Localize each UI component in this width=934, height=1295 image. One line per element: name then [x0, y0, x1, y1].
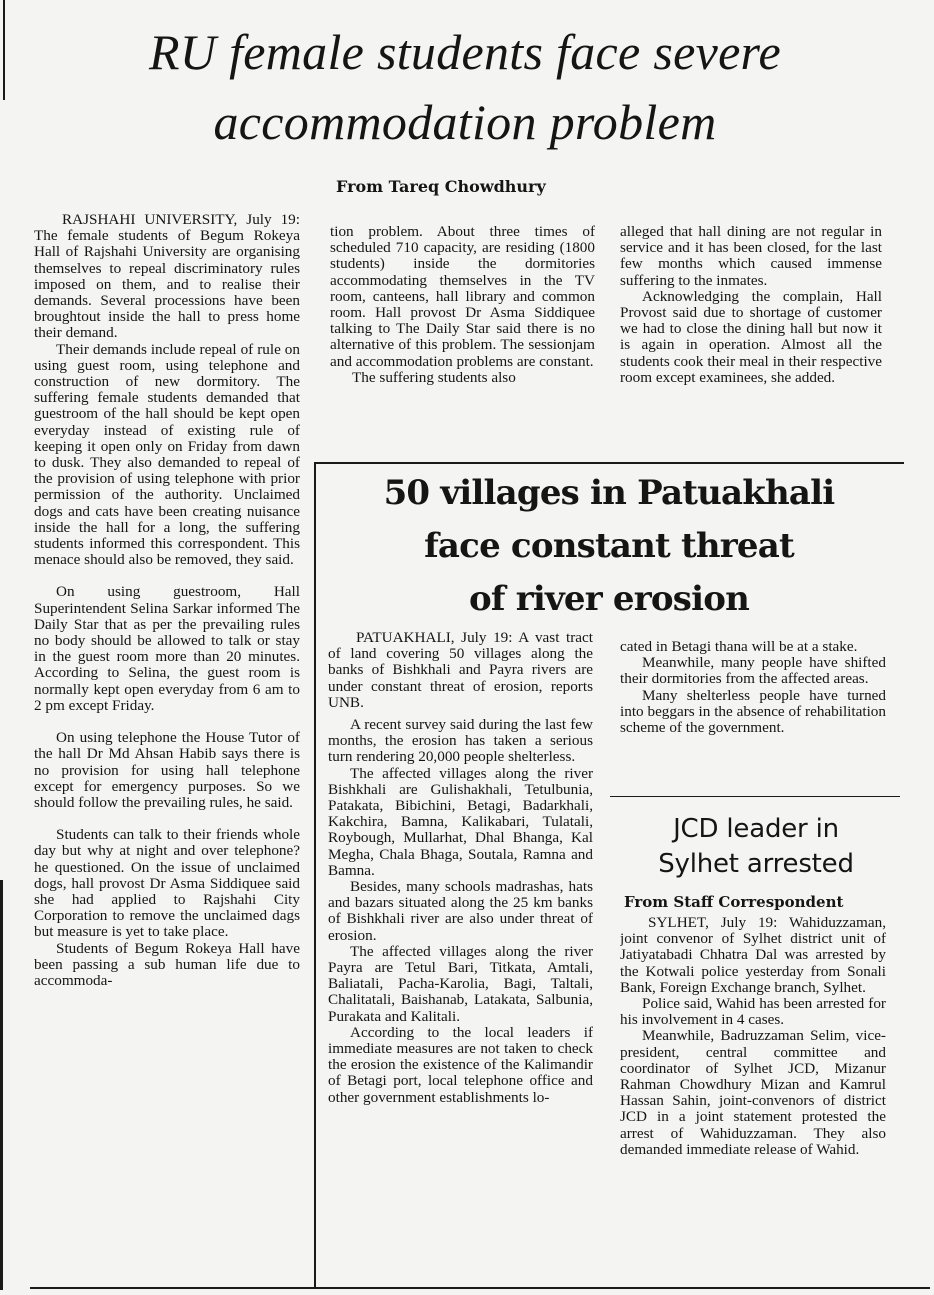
left-edge-bracket: [0, 880, 3, 1290]
article3-column: [620, 915, 886, 1280]
article1-headline-line2: accommodation problem: [213, 94, 717, 150]
article2-paragraph: According to the local leaders if immediate measures are not taken to check the erosion the existence of the Kalimandir of Betagi port, local telephone office and other government establishments lo-: [328, 1023, 593, 1106]
article3-paragraph: SYLHET, July 19: Wahiduzzaman, joint convenor of Sylhet district unit of Jatiyatabadi Chhatra Dal was arrested by the Kotwali police yesterday from Sonali Bank, Foreign Exchange branch, Sylhet.: [620, 915, 886, 996]
article2-paragraph: Besides, many schools madrashas, hats and bazars situated along the 25 km banks of Bishkhali river are also under threat of erosion.: [328, 878, 593, 944]
article2-column-2: [620, 639, 886, 794]
article1-paragraph: Acknowledging the complain, Hall Provost said due to shortage of customer we had to close the dining hall but now it is again in operation. Almost all the students cook their meal in their respective room except examinees, she added.: [620, 287, 882, 386]
article2-column-1: [328, 630, 593, 1280]
article2-headline-line2: face constant threat: [424, 526, 794, 566]
article1-column-3: [620, 224, 882, 464]
article3-headline-line2: Sylhet arrested: [658, 849, 854, 879]
article1-paragraph: alleged that hall dining are not regular in service and it has been closed, for the last few months which caused immense suffering to the inmates.: [620, 224, 882, 289]
article2-paragraph: A recent survey said during the last few months, the erosion has taken a serious turn rendering 20,000 people shelterless.: [328, 716, 593, 766]
article1-paragraph: On using telephone the House Tutor of the hall Dr Md Ahsan Habib says there is no provision for using hall telephone except for emergency purposes. So we should follow the prevailing rules, he said.: [34, 729, 300, 811]
article1-paragraph: RAJSHAHI UNIVERSITY, July 19: The female students of Begum Rokeya Hall of Rajshahi University are organising themselves to repeal discriminatory rules imposed on them, and to realise their demands. Several processions have been broughtout inside the hall to press home their demand.: [34, 212, 300, 342]
article3-top-rule: [610, 796, 900, 797]
article3-paragraph: Meanwhile, Badruzzaman Selim, vice-president, central committee and coordinator of Sylhet JCD, Mizanur Rahman Chowdhury Mizan and Kamrul Hassan Sahin, joint-convenors of district JCD in a joint statement protested the arrest of Wahiduzzaman. They also demanded immediate release of Wahid.: [620, 1027, 886, 1158]
article3-byline: From Staff Correspondent: [624, 893, 844, 911]
article3-headline-line1: JCD leader in: [673, 814, 839, 844]
article1-byline: From Tareq Chowdhury: [336, 177, 546, 196]
article1-paragraph: The suffering students also: [352, 368, 516, 386]
article1-column-2: [330, 224, 595, 460]
article2-headline: [318, 467, 900, 626]
article2-paragraph: Meanwhile, many people have shifted their dormitories from the affected areas.: [620, 654, 886, 688]
article1-headline-line1: RU female students face severe: [149, 24, 781, 80]
article1-column-1: [34, 212, 300, 1287]
article1-headline: [5, 24, 925, 150]
article1-paragraph: Students of Begum Rokeya Hall have been passing a sub human life due to accommoda-: [34, 939, 300, 989]
article2-paragraph: PATUAKHALI, July 19: A vast tract of land covering 50 villages along the banks of Bishkhali and Payra rivers are under constant threat of erosion, reports UNB.: [328, 630, 593, 711]
box-top-rule: [314, 462, 904, 464]
article3-headline: [606, 812, 906, 882]
box-left-rule: [314, 462, 316, 1287]
page-bottom-rule: [30, 1287, 930, 1289]
article3-paragraph: Police said, Wahid has been arrested for his involvement in 4 cases.: [620, 995, 886, 1029]
article2-paragraph: Many shelterless people have turned into beggars in the absence of rehabilitation scheme of the government.: [620, 686, 886, 737]
article1-paragraph: tion problem. About three times of scheduled 710 capacity, are residing (1800 students) inside the dormitories accommodating themselves in the TV room, canteens, hall library and common room. Hall provost Dr Asma Siddiquee talking to The Daily Star said there is no alternative of this problem. The sessionjam and accommodation problems are constant.: [330, 224, 595, 370]
article2-paragraph: The affected villages along the river Payra are Tetul Bari, Titkata, Amtali, Baliatali, Pacha-Karolia, Bagi, Taltali, Chalitatali, Baishanab, Latakata, Salbunia, Purakata and Kalitali.: [328, 942, 593, 1025]
article1-paragraph: Students can talk to their friends whole day but why at night and over telephone? he questioned. On the issue of unclaimed dogs, hall provost Dr Asma Siddiquee said she had applied to Rajshahi City Corporation to remove the unclaimed dags but measure is yet to take place.: [34, 826, 300, 941]
article2-headline-line3: of river erosion: [469, 579, 749, 619]
article2-paragraph: The affected villages along the river Bishkhali are Gulishakhali, Tetulbunia, Patakata, Bibichini, Betagi, Badarkhali, Kakchira, Bamna, Kalikabari, Tulatali, Roybough, Mullarhat, Dhal Bhanga, Kal Megha, Chala Bhaga, Soutala, Ramna and Bamna.: [328, 764, 593, 879]
article1-paragraph: Their demands include repeal of rule on using guest room, using telephone and construction of new dormitory. The suffering female students demanded that guestroom of the hall should be kept open everyday instead of existing rule of keeping it open only on Friday from dawn to dusk. They also demanded to repeal of the provision of using telephone with prior permission of the authority. Unclaimed dogs and cats have been creating nuisance inside the hall for a long, the suffering students informed this correspondent. This menace should also be removed, they said.: [34, 340, 300, 569]
article2-paragraph: cated in Betagi thana will be at a stake.: [620, 639, 858, 655]
article2-headline-line1: 50 villages in Patuakhali: [383, 473, 835, 513]
article1-paragraph: On using guestroom, Hall Superintendent Selina Sarkar informed The Daily Star that as per the prevailing rules no body should be allowed to talk or stay in the guest room more than 20 minutes. According to Selina, the guest room is normally kept open everyday from 6 am to 2 pm except Friday.: [34, 583, 300, 714]
